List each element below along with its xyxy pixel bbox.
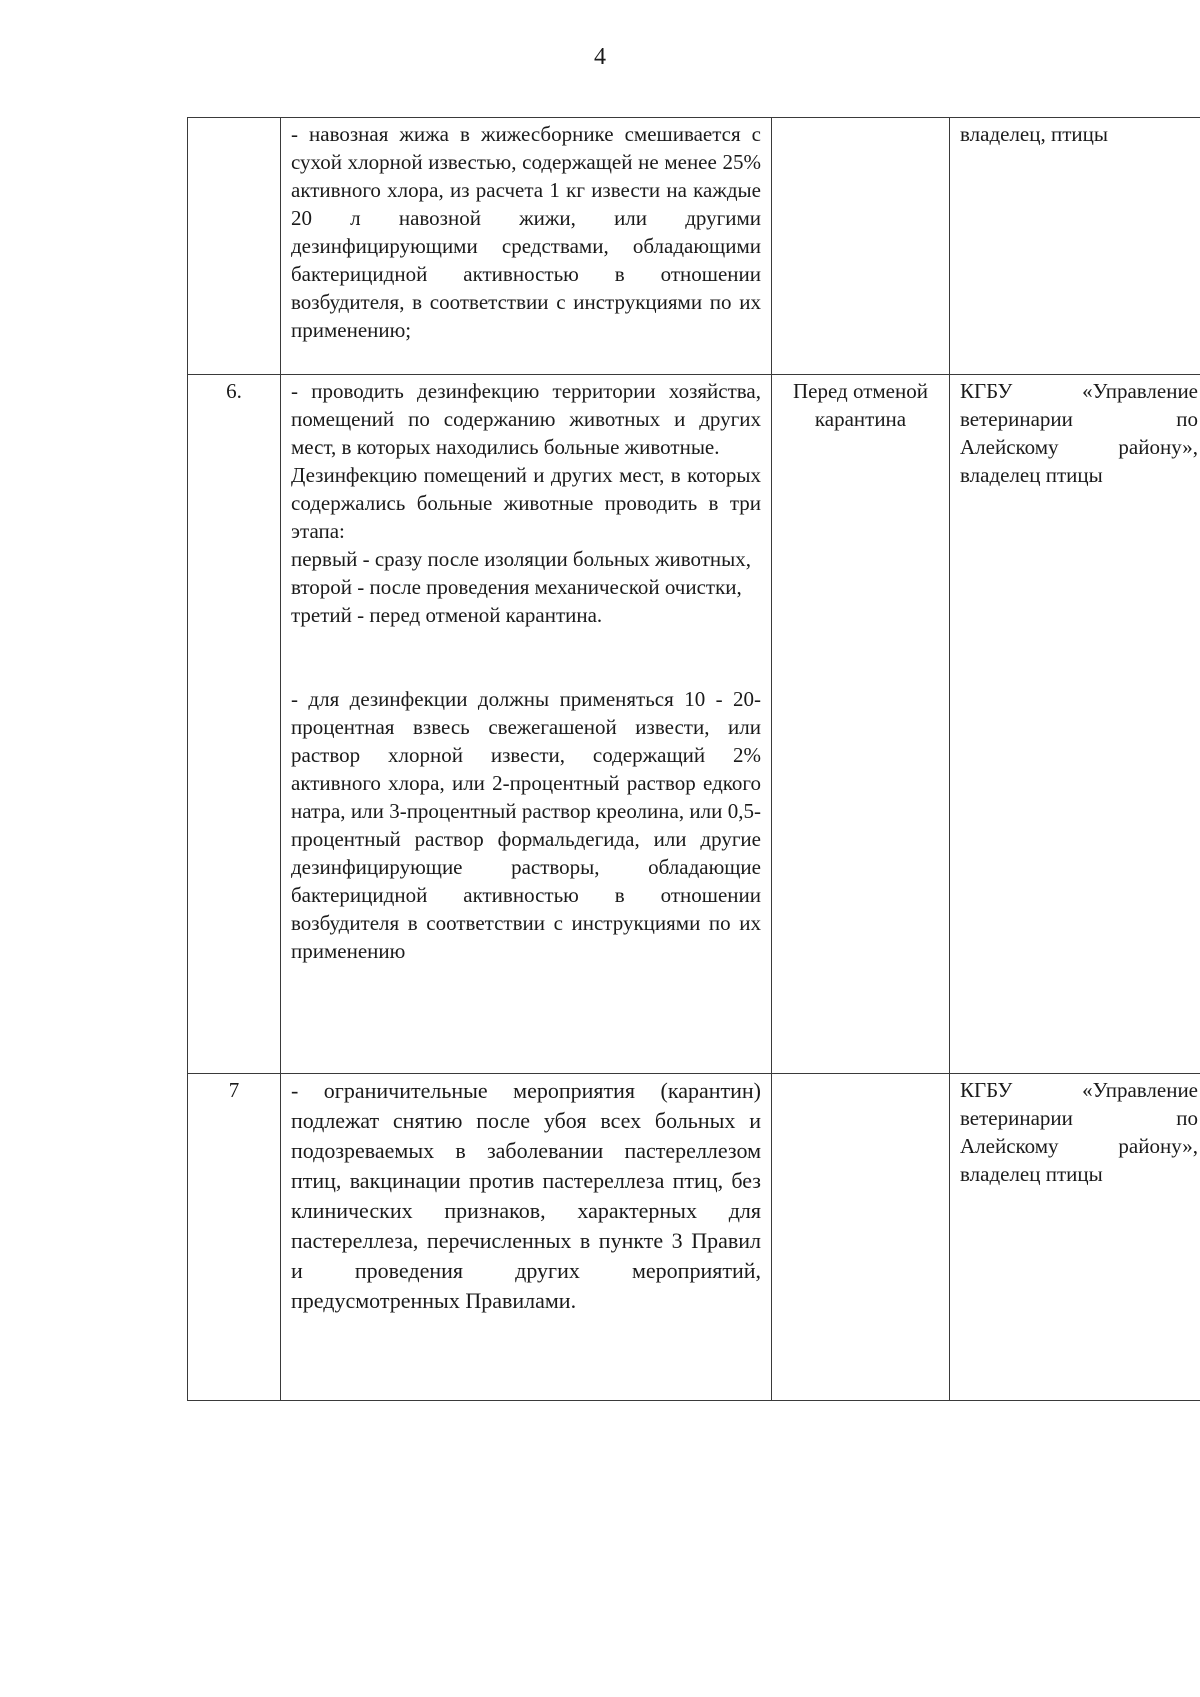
measure-paragraph: - ограничительные мероприятия (карантин) подлежат снятию после убоя всех больных и подозреваемых в заболевании пастереллезом птиц, вакцинации против пастереллеза птиц, без клинических признаков, характерных для пастереллеза, перечисленных в пункте 3 Правил и проведения других мероприятий, предусмотренных Правилами. — [291, 1078, 761, 1313]
measure-paragraph: - навозная жижа в жижесборнике смешивается с сухой хлорной известью, содержащей не менее 25% активного хлора, из расчета 1 кг извести на каждые 20 л навозной жижи, или другими дезинфицирующими средствами, обладающими бактерицидной активностью в отношении возбудителя, в соответствии с инструкциями по их применению; — [291, 122, 761, 342]
page-number: 4 — [594, 44, 606, 70]
measure-paragraph: - проводить дезинфекцию территории хозяйства, помещений по содержанию животных и других мест, в которых находились больные животные. — [291, 379, 761, 459]
deadline-cell: Перед отменой карантина — [772, 375, 950, 1074]
measures-table — [187, 117, 1200, 1401]
responsible-cell: КГБУ «Управление ветеринарии по Алейскому району», владелец птицы — [950, 1074, 1200, 1401]
measure-paragraph: третий - перед отменой карантина. — [291, 603, 603, 627]
row-number-cell: 6. — [188, 375, 281, 1074]
measure-description-cell — [281, 118, 772, 375]
row-number-cell — [188, 118, 281, 375]
deadline-cell — [772, 118, 950, 375]
table-row — [188, 1074, 1200, 1401]
deadline-cell — [772, 1074, 950, 1401]
responsible-cell: КГБУ «Управление ветеринарии по Алейскому району», владелец птицы — [950, 375, 1200, 1074]
responsible-cell: владелец, птицы — [950, 118, 1200, 375]
measure-description-cell — [281, 1074, 772, 1401]
table-row — [188, 118, 1200, 375]
measure-description-cell — [281, 375, 772, 1074]
row-number-cell: 7 — [188, 1074, 281, 1401]
paragraph-spacer — [291, 629, 761, 685]
measure-paragraph: - для дезинфекции должны применяться 10 - 20-процентная взвесь свежегашеной извести, или раствор хлорной извести, содержащий 2% активного хлора, или 2-процентный раствор едкого натра, или 3-процентный раствор креолина, или 0,5-процентный раствор формальдегида, или другие дезинфицирующие растворы, обладающие бактерицидной активностью в отношении возбудителя в соответствии с инструкциями по их применению — [291, 687, 761, 963]
table-row — [188, 375, 1200, 1074]
measure-paragraph: первый - сразу после изоляции больных животных, — [291, 547, 752, 571]
measure-paragraph: второй - после проведения механической очистки, — [291, 575, 742, 599]
measure-paragraph: Дезинфекцию помещений и других мест, в которых содержались больные животные проводить в три этапа: — [291, 463, 761, 543]
